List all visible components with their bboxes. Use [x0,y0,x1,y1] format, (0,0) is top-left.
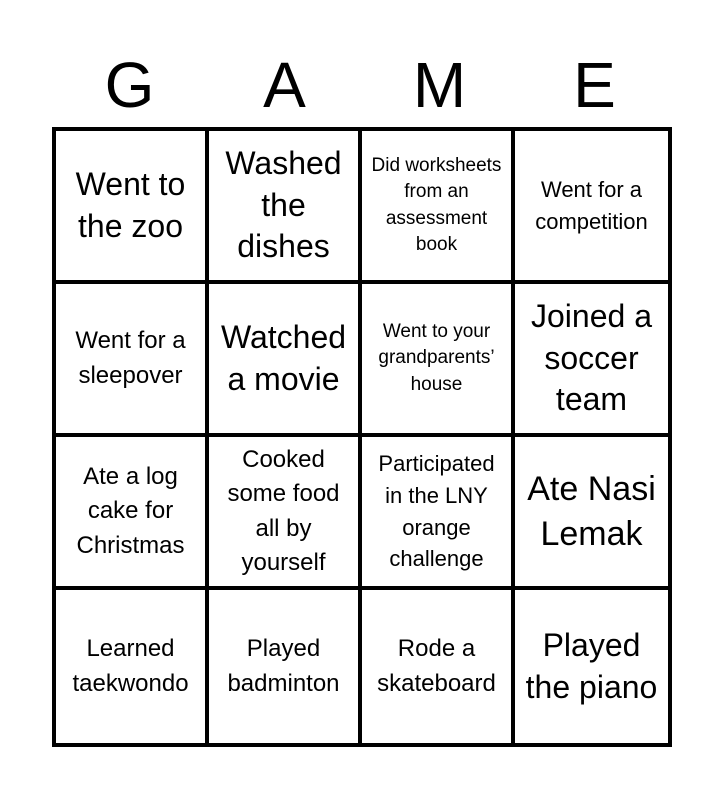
cell-label: Went to the zoo [75,165,186,244]
bingo-cell[interactable] [515,284,668,437]
cell-label: Cooked some food all by yourself [227,446,340,576]
bingo-cell[interactable] [56,131,209,284]
bingo-cell[interactable] [362,284,515,437]
bingo-cell[interactable] [209,437,362,590]
bingo-cell[interactable] [515,437,668,590]
header-letter-m: M [412,49,467,121]
cell-label: Learned taekwondo [72,635,189,697]
cell-label: Went for a competition [535,176,648,234]
bingo-cell[interactable] [209,284,362,437]
header-letter-a: A [263,49,306,121]
cell-label: Washed the dishes [225,145,342,265]
bingo-cell[interactable] [362,131,515,284]
bingo-cell[interactable] [209,131,362,284]
cell-label: Played the piano [525,626,658,705]
header-letter-e: E [573,49,616,121]
bingo-cell[interactable] [209,590,362,743]
bingo-cell[interactable] [362,437,515,590]
bingo-cell[interactable] [515,131,668,284]
bingo-cell[interactable] [56,437,209,590]
cell-label: Ate Nasi Lemak [527,470,656,553]
header-letter-g: G [104,49,155,121]
cell-label: Participated in the LNY orange challenge [378,450,495,572]
cell-label: Went for a sleepover [75,327,186,389]
cell-label: Watched a movie [220,318,347,397]
cell-label: Played badminton [227,635,340,697]
cell-label: Joined a soccer team [531,298,652,418]
cell-label: Rode a skateboard [377,635,496,697]
bingo-cell[interactable] [56,284,209,437]
cell-label: Went to your grandparents’ house [378,321,495,395]
bingo-cell[interactable] [362,590,515,743]
bingo-board [52,127,672,747]
bingo-cell[interactable] [56,590,209,743]
bingo-cell[interactable] [515,590,668,743]
cell-label: Did worksheets from an assessment book [371,155,502,255]
cell-label: Ate a log cake for Christmas [76,463,185,559]
bingo-header [52,48,672,123]
